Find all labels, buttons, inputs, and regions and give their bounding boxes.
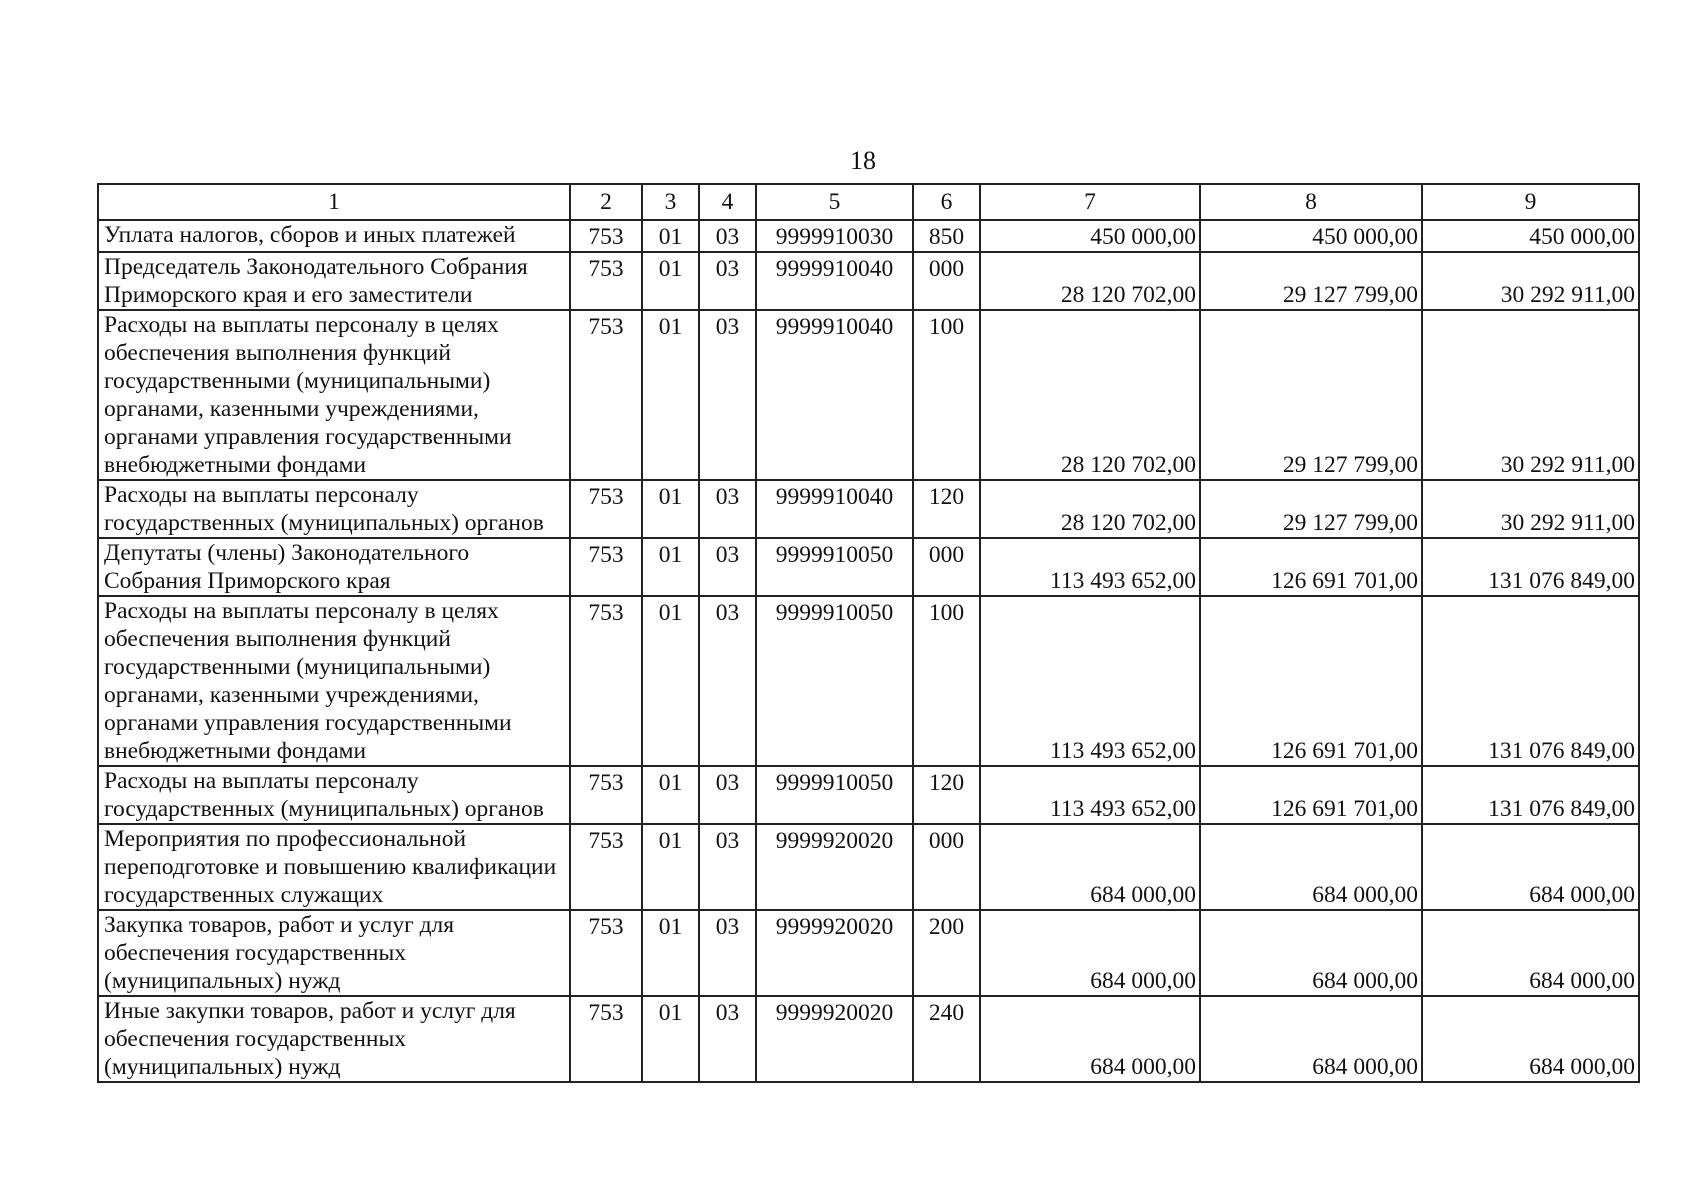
table-row xyxy=(98,538,1639,596)
row-amount-8: 126 691 701,00 xyxy=(1200,538,1422,596)
table-row xyxy=(98,996,1639,1082)
row-amount-7: 113 493 652,00 xyxy=(980,596,1200,766)
row-amount-9: 684 000,00 xyxy=(1422,996,1639,1082)
table-row xyxy=(98,310,1639,480)
row-col-6: 850 xyxy=(913,220,980,252)
row-amount-7: 28 120 702,00 xyxy=(980,310,1200,480)
row-col-2: 753 xyxy=(570,538,642,596)
row-col-4: 03 xyxy=(699,480,756,538)
row-name: Председатель Законодательного Собрания Приморского края и его заместители xyxy=(98,252,570,310)
header-cell-1: 1 xyxy=(98,184,570,220)
header-cell-8: 8 xyxy=(1200,184,1422,220)
row-col-3: 01 xyxy=(642,310,699,480)
row-col-4: 03 xyxy=(699,538,756,596)
row-col-3: 01 xyxy=(642,220,699,252)
row-col-5: 9999910040 xyxy=(756,252,913,310)
row-col-4: 03 xyxy=(699,766,756,824)
row-amount-9: 450 000,00 xyxy=(1422,220,1639,252)
row-name: Депутаты (члены) Законодательного Собрания Приморского края xyxy=(98,538,570,596)
row-name: Уплата налогов, сборов и иных платежей xyxy=(98,220,570,252)
header-row xyxy=(98,184,1639,220)
row-col-5: 9999910050 xyxy=(756,596,913,766)
row-name: Расходы на выплаты персоналу государственных (муниципальных) органов xyxy=(98,766,570,824)
row-col-3: 01 xyxy=(642,766,699,824)
table-row xyxy=(98,910,1639,996)
row-col-3: 01 xyxy=(642,480,699,538)
row-col-5: 9999910040 xyxy=(756,480,913,538)
row-col-6: 000 xyxy=(913,824,980,910)
row-amount-9: 684 000,00 xyxy=(1422,910,1639,996)
table-row xyxy=(98,220,1639,252)
row-col-6: 000 xyxy=(913,252,980,310)
row-amount-8: 126 691 701,00 xyxy=(1200,596,1422,766)
row-amount-8: 29 127 799,00 xyxy=(1200,480,1422,538)
row-col-4: 03 xyxy=(699,252,756,310)
row-col-5: 9999920020 xyxy=(756,824,913,910)
table-row xyxy=(98,480,1639,538)
header-cell-9: 9 xyxy=(1422,184,1639,220)
row-name: Расходы на выплаты персоналу государственных (муниципальных) органов xyxy=(98,480,570,538)
row-amount-7: 684 000,00 xyxy=(980,824,1200,910)
row-col-5: 9999910050 xyxy=(756,538,913,596)
table-row xyxy=(98,596,1639,766)
row-amount-8: 684 000,00 xyxy=(1200,996,1422,1082)
row-amount-8: 29 127 799,00 xyxy=(1200,310,1422,480)
row-col-2: 753 xyxy=(570,766,642,824)
page-number: 18 xyxy=(850,146,876,175)
row-amount-8: 126 691 701,00 xyxy=(1200,766,1422,824)
row-amount-7: 684 000,00 xyxy=(980,996,1200,1082)
row-col-2: 753 xyxy=(570,310,642,480)
header-cell-2: 2 xyxy=(570,184,642,220)
table-row xyxy=(98,824,1639,910)
row-col-5: 9999910030 xyxy=(756,220,913,252)
row-col-6: 120 xyxy=(913,480,980,538)
row-name: Расходы на выплаты персоналу в целях обеспечения выполнения функций государственными (муниципальными) органами, казенными учреждениями, органами управления государственными внебюджетными фондами xyxy=(98,596,570,766)
row-col-2: 753 xyxy=(570,480,642,538)
row-amount-8: 684 000,00 xyxy=(1200,910,1422,996)
table-row xyxy=(98,252,1639,310)
row-amount-7: 113 493 652,00 xyxy=(980,766,1200,824)
row-col-4: 03 xyxy=(699,910,756,996)
row-name: Иные закупки товаров, работ и услуг для обеспечения государственных (муниципальных) нужд xyxy=(98,996,570,1082)
row-col-3: 01 xyxy=(642,996,699,1082)
row-amount-9: 684 000,00 xyxy=(1422,824,1639,910)
row-col-2: 753 xyxy=(570,910,642,996)
row-col-2: 753 xyxy=(570,824,642,910)
row-col-5: 9999920020 xyxy=(756,910,913,996)
row-name: Закупка товаров, работ и услуг для обеспечения государственных (муниципальных) нужд xyxy=(98,910,570,996)
row-amount-7: 28 120 702,00 xyxy=(980,252,1200,310)
row-col-6: 200 xyxy=(913,910,980,996)
row-col-4: 03 xyxy=(699,996,756,1082)
row-amount-7: 450 000,00 xyxy=(980,220,1200,252)
row-col-4: 03 xyxy=(699,596,756,766)
row-col-2: 753 xyxy=(570,596,642,766)
table-row xyxy=(98,766,1639,824)
row-name: Мероприятия по профессиональной переподготовке и повышению квалификации государственных служащих xyxy=(98,824,570,910)
row-amount-7: 28 120 702,00 xyxy=(980,480,1200,538)
row-col-6: 000 xyxy=(913,538,980,596)
row-col-6: 120 xyxy=(913,766,980,824)
row-col-2: 753 xyxy=(570,252,642,310)
row-col-2: 753 xyxy=(570,220,642,252)
row-amount-9: 131 076 849,00 xyxy=(1422,538,1639,596)
row-col-6: 100 xyxy=(913,310,980,480)
row-amount-7: 113 493 652,00 xyxy=(980,538,1200,596)
header-cell-6: 6 xyxy=(913,184,980,220)
row-col-3: 01 xyxy=(642,596,699,766)
row-col-4: 03 xyxy=(699,310,756,480)
row-col-6: 240 xyxy=(913,996,980,1082)
row-amount-8: 29 127 799,00 xyxy=(1200,252,1422,310)
row-amount-9: 30 292 911,00 xyxy=(1422,480,1639,538)
row-col-3: 01 xyxy=(642,538,699,596)
row-amount-8: 684 000,00 xyxy=(1200,824,1422,910)
budget-table xyxy=(97,183,1640,1083)
row-col-3: 01 xyxy=(642,824,699,910)
header-cell-3: 3 xyxy=(642,184,699,220)
header-cell-4: 4 xyxy=(699,184,756,220)
row-amount-9: 30 292 911,00 xyxy=(1422,310,1639,480)
row-amount-9: 30 292 911,00 xyxy=(1422,252,1639,310)
row-amount-9: 131 076 849,00 xyxy=(1422,596,1639,766)
row-col-3: 01 xyxy=(642,910,699,996)
row-amount-7: 684 000,00 xyxy=(980,910,1200,996)
row-col-4: 03 xyxy=(699,220,756,252)
header-cell-5: 5 xyxy=(756,184,913,220)
row-name: Расходы на выплаты персоналу в целях обеспечения выполнения функций государственными (муниципальными) органами, казенными учреждениями, органами управления государственными внебюджетными фондами xyxy=(98,310,570,480)
row-col-3: 01 xyxy=(642,252,699,310)
row-col-5: 9999910040 xyxy=(756,310,913,480)
row-col-6: 100 xyxy=(913,596,980,766)
row-col-5: 9999910050 xyxy=(756,766,913,824)
row-amount-9: 131 076 849,00 xyxy=(1422,766,1639,824)
row-col-5: 9999920020 xyxy=(756,996,913,1082)
header-cell-7: 7 xyxy=(980,184,1200,220)
row-amount-8: 450 000,00 xyxy=(1200,220,1422,252)
row-col-2: 753 xyxy=(570,996,642,1082)
row-col-4: 03 xyxy=(699,824,756,910)
